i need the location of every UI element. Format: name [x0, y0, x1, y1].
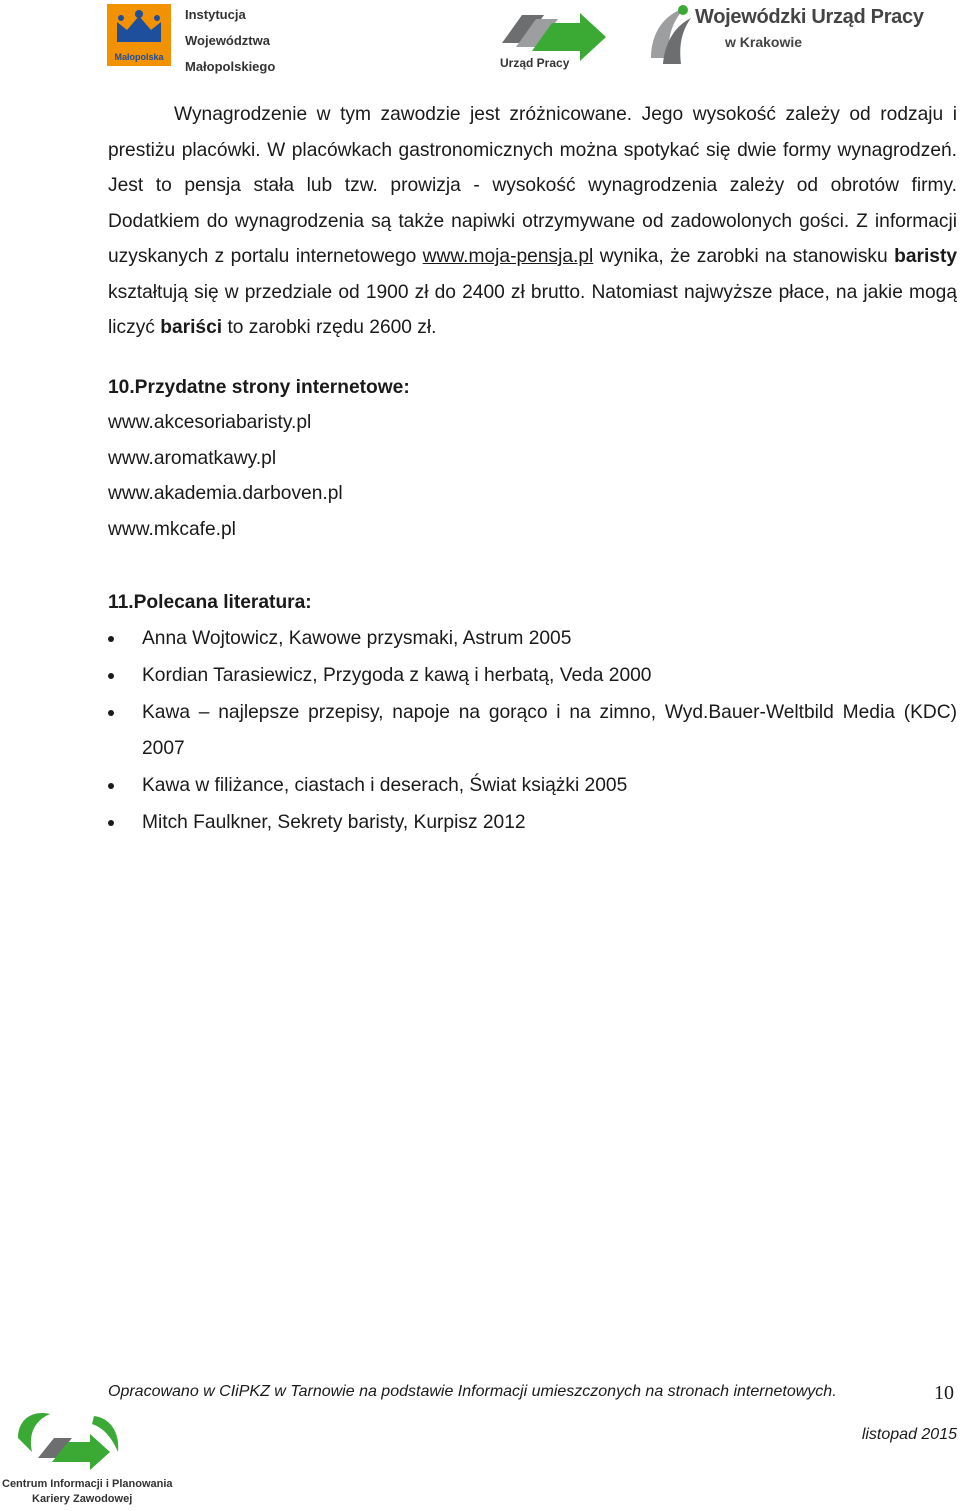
document-body — [108, 97, 957, 842]
useful-link: www.akcesoriabaristy.pl — [108, 412, 312, 433]
page-header — [0, 0, 960, 80]
salary-text-b: wynika, że zarobki na stanowisku — [593, 246, 895, 267]
literature-item — [108, 658, 957, 694]
literature-item — [108, 695, 957, 767]
moja-pensja-link[interactable]: www.moja-pensja.pl — [422, 246, 594, 267]
cipkz-line: Kariery Zawodowej — [32, 1493, 133, 1505]
page-number: 10 — [934, 1382, 954, 1404]
bullet-icon — [108, 710, 114, 716]
cipkz-line: Centrum Informacji i Planowania — [2, 1478, 173, 1490]
section-10-title: 10.Przydatne strony internetowe: — [108, 376, 410, 398]
bullet-icon — [108, 783, 114, 789]
barista-bold: baristy — [894, 246, 958, 267]
literature-text: Kawa w filiżance, ciastach i deserach, Świat książki 2005 — [142, 774, 628, 796]
literature-list — [108, 621, 957, 841]
salary-text-c: kształtują się w przedziale od 1900 zł do 2400 zł brutto. Natomiast najwyższe płace, na jakie mogą liczyć — [108, 281, 957, 338]
useful-link: www.aromatkawy.pl — [108, 447, 277, 469]
malopolska-badge: Małopolska — [114, 52, 164, 62]
salary-text-a: Wynagrodzenie w tym zawodzie jest zróżnicowane. Jego wysokość zależy od rodzaju i prestiżu placówki. W placówkach gastronomicznych można spotykać się dwie formy wynagrodzeń. Jest to pensja stała lub tzw. prowizja - wysokość wynagrodzenia zależy od obrotów firmy. Dodatkiem do wynagrodzenia są także napiwki otrzymywane od zadowolonych gości. Z informacji uzyskanych z portalu internetowego — [108, 104, 957, 267]
footer-source-note: Opracowano w CIiPKZ w Tarnowie na podstawie Informacji umieszczonych na stronach internetowych. — [108, 1383, 837, 1400]
footer-date: listopad 2015 — [861, 1426, 957, 1443]
useful-links-list — [108, 405, 957, 547]
wup-logo — [645, 2, 695, 68]
logo-line: Małopolskiego — [185, 59, 276, 74]
literature-text: Kawa – najlepsze przepisy, napoje na gorąco i na zimno, Wyd.Bauer-Weltbild Media (KDC) 2007 — [142, 701, 957, 759]
literature-item — [108, 621, 957, 657]
bullet-icon — [108, 820, 114, 826]
bullet-icon — [108, 636, 114, 642]
wup-title: Wojewódzki Urząd Pracy — [695, 6, 924, 28]
literature-item — [108, 768, 957, 804]
cipkz-logo-text — [2, 1477, 173, 1507]
wup-subtitle: w Krakowie — [725, 34, 803, 50]
baristas-bold: bariści — [160, 317, 223, 338]
logo-line: Województwa — [185, 33, 270, 48]
malopolska-logo — [107, 4, 171, 66]
urzad-pracy-text: Urząd Pracy — [500, 56, 570, 70]
literature-text: Mitch Faulkner, Sekrety baristy, Kurpisz 2012 — [142, 811, 526, 833]
logo-line: Instytucja — [185, 7, 246, 22]
logo-institution-text — [185, 2, 275, 80]
literature-text: Kordian Tarasiewicz, Przygoda z kawą i herbatą, Veda 2000 — [142, 664, 652, 686]
literature-item — [108, 805, 957, 841]
useful-link: www.akademia.darboven.pl — [108, 483, 343, 504]
salary-text-d: to zarobki rzędu 2600 zł. — [222, 317, 437, 338]
literature-text: Anna Wojtowicz, Kawowe przysmaki, Astrum 2005 — [142, 627, 572, 649]
cipkz-logo — [14, 1408, 124, 1480]
bullet-icon — [108, 673, 114, 679]
section-11-title: 11.Polecana literatura: — [108, 592, 312, 613]
useful-link: www.mkcafe.pl — [108, 518, 236, 540]
salary-paragraph — [108, 97, 957, 346]
